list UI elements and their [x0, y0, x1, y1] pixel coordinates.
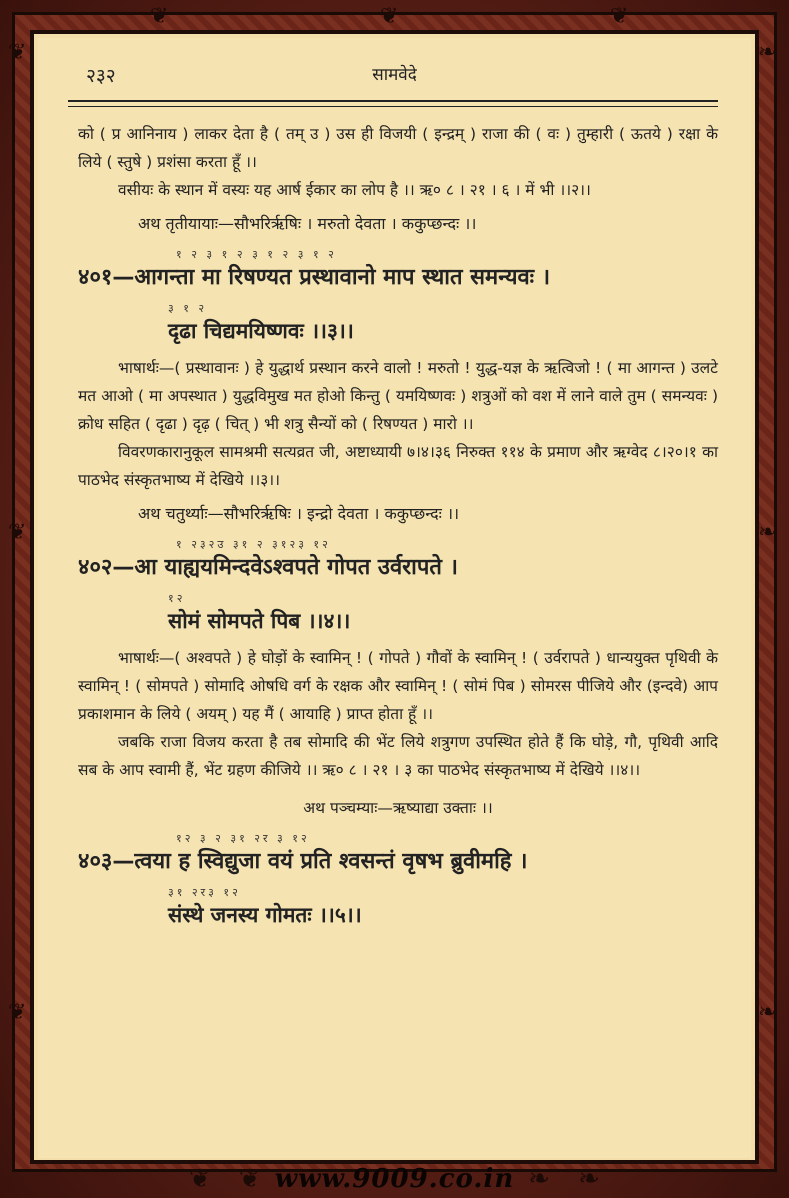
- mantra-intro: अथ पञ्चम्याः—ऋष्याद्या उक्ताः ।।: [303, 799, 493, 817]
- accent-marks: १ २ ३ १ २ ३ १ २ ३ १ २: [176, 248, 337, 261]
- accent-marks: १ २३२उ ३१ २ ३१२३ १२: [176, 538, 331, 551]
- paragraph: जबकि राजा विजय करता है तब सोमादि की भेंट लिये शत्रुगण उपस्थित होते हैं कि घोड़े, गौ, पृथिवी आदि सब के आप स्वामी हैं, भेंट ग्रहण कीजिये ।। ऋ० ८ । २१ । ३ का पाठभेद संस्कृतभाष्य में देखिये ।।४।।: [78, 733, 718, 779]
- footer: [0, 1160, 789, 1198]
- scroll-ornament-icon: ❦: [8, 40, 27, 65]
- mantra-line: ४०१—आगन्ता मा रिषण्यत प्रस्थावानो माप स्थात समन्यवः ।: [78, 265, 551, 290]
- mantra-intro: अथ तृतीयायाः—सौभरिर्ऋषिः । मरुतो देवता । ककुप्छन्दः ।।: [138, 214, 477, 233]
- scroll-ornament-icon: ❦: [610, 4, 629, 29]
- mantra-line: ४०३—त्वया ह स्विद्युजा वयं प्रति श्वसन्तं वृषभ ब्रुवीमहि ।: [78, 849, 528, 874]
- header-rule: [68, 100, 718, 107]
- scroll-ornament-icon: ❦: [150, 4, 169, 29]
- running-title: सामवेदे: [372, 65, 417, 85]
- scroll-ornament-icon: ❧: [758, 40, 777, 65]
- swirl-ornament-icon: ❧: [578, 1164, 600, 1194]
- page-number: २३२: [86, 65, 116, 87]
- paragraph: वसीयः के स्थान में वस्यः यह आर्ष ईकार का लोप है ।। ऋ० ८ । २१ । ६ । में भी ।।२।।: [118, 181, 591, 199]
- swirl-ornament-icon: ❦: [189, 1164, 211, 1194]
- accent-marks: ३ १ २: [168, 302, 208, 315]
- paragraph: विवरणकारानुकूल सामश्रमी सत्यव्रत जी, अष्टाध्यायी ७।४।३६ निरुक्त ११४ के प्रमाण और ऋग्वेद ८।२०।१ का पाठभेद संस्कृतभाष्य में देखिये ।।३।।: [78, 443, 718, 489]
- translation-paragraph: भाषार्थः—( प्रस्थावानः ) हे युद्धार्थ प्रस्थान करने वालो ! मरुतो ! युद्ध-यज्ञ के ऋत्विजो ! ( मा आगन्त ) उलटे मत आओ ( मा अपस्थात ) युद्धविमुख मत होओ किन्तु ( यमयिष्णवः ) शत्रुओं को वश में लाने वाले तुम ( समन्यवः ) क्रोध सहित ( दृढा ) दृढ़ ( चित् ) भी शत्रु सैन्यों को ( रिषण्यत ) मारो ।।: [78, 359, 718, 433]
- mantra-line: दृढा चिद्यमयिष्णवः ।।३।।: [168, 319, 354, 343]
- page-content: [78, 120, 718, 930]
- accent-marks: १२ ३ २ ३१ २र ३ १२: [176, 832, 310, 845]
- mantra-line: ४०२—आ याह्ययमिन्दवेऽश्वपते गोपत उर्वरापते ।: [78, 555, 458, 580]
- mantra-line: संस्थे जनस्य गोमतः ।।५।।: [168, 903, 362, 927]
- scroll-ornament-icon: ❦: [8, 1000, 27, 1025]
- scroll-ornament-icon: ❧: [758, 1000, 777, 1025]
- scroll-ornament-icon: ❦: [380, 4, 399, 29]
- book-page: [38, 38, 751, 1158]
- swirl-ornament-icon: ❧: [528, 1164, 551, 1194]
- mantra-intro: अथ चतुर्थ्याः—सौभरिर्ऋषिः । इन्द्रो देवता । ककुप्छन्दः ।।: [138, 504, 460, 523]
- scroll-ornament-icon: ❦: [8, 520, 27, 545]
- translation-paragraph: भाषार्थः—( अश्वपते ) हे घोड़ों के स्वामिन् ! ( गोपते ) गौवों के स्वामिन् ! ( उर्वरापते ) धान्ययुक्त पृथिवी के स्वामिन् ! ( सोमपते ) सोमादि ओषधि वर्ग के रक्षक और स्वामिन् ! ( सोमं पिब ) सोमरस पीजिये और (इन्दवे) आप प्रकाशमान के लिये ( अयम् ) यह मैं ( आयाहि ) प्राप्त होता हूँ ।।: [78, 649, 718, 723]
- accent-marks: १२: [168, 592, 186, 605]
- accent-marks: ३१ २र३ १२: [168, 886, 241, 899]
- scroll-ornament-icon: ❧: [758, 520, 777, 545]
- mantra-line: सोमं सोमपते पिब ।।४।।: [168, 609, 351, 633]
- website-url[interactable]: www.9009.co.in: [274, 1164, 515, 1194]
- swirl-ornament-icon: ❦: [238, 1164, 261, 1194]
- paragraph: को ( प्र आनिनाय ) लाकर देता है ( तम् उ ) उस ही विजयी ( इन्द्रम् ) राजा की ( वः ) तुम्हारी ( ऊतये ) रक्षा के लिये ( स्तुषे ) प्रशंसा करता हूँ ।।: [78, 125, 718, 171]
